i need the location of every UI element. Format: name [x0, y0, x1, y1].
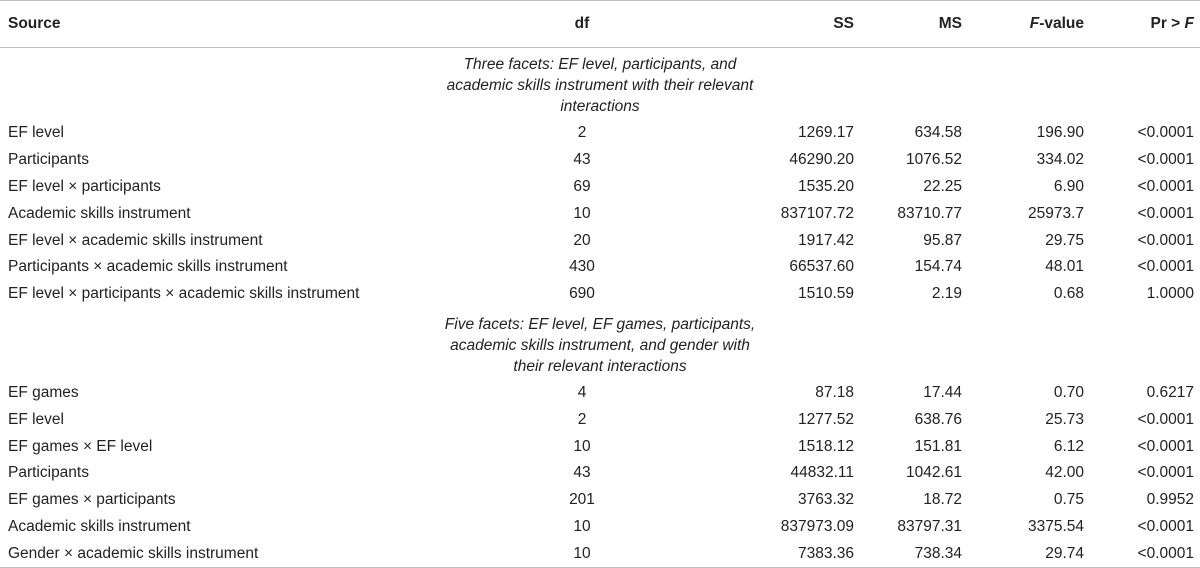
cell-ms: 2.19: [931, 285, 962, 303]
section-title: Five facets: EF level, EF games, participants, academic skills instrument, and gender with their relevant interactions: [444, 315, 756, 375]
cell-source: EF level × participants × academic skills instrument: [8, 285, 360, 303]
table-body: [0, 48, 1200, 568]
header-pr-italic: F: [1184, 15, 1194, 32]
cell-ss: 1518.12: [797, 437, 854, 455]
table-row: [0, 174, 1200, 201]
cell-f-value: 29.74: [968, 540, 1090, 567]
cell-ms: 738.34: [860, 540, 968, 567]
table-row: [0, 200, 1200, 227]
cell-df: 20: [573, 231, 591, 249]
cell-p-value: 1.0000: [1146, 285, 1194, 303]
header-df: df: [412, 1, 752, 48]
cell-df: 4: [577, 383, 587, 401]
cell-df: 2: [577, 410, 587, 428]
cell-p-value: 0.9952: [1146, 491, 1194, 509]
section-header-cell: [0, 48, 1200, 121]
cell-ss: 66537.60: [789, 258, 854, 276]
header-ms: MS: [860, 1, 968, 48]
cell-ms: 95.87: [923, 231, 962, 249]
cell-ss: 7383.36: [752, 540, 860, 567]
cell-source: EF games: [8, 383, 79, 401]
cell-ss: 87.18: [815, 383, 854, 401]
cell-df: 10: [573, 204, 591, 222]
header-f-italic: F: [1029, 15, 1040, 32]
cell-ss: 46290.20: [789, 151, 854, 169]
cell-f-value: 0.70: [1053, 383, 1084, 401]
cell-df: 43: [573, 151, 591, 169]
table-row: [0, 147, 1200, 174]
header-row: [0, 1, 1200, 48]
cell-p-value: <0.0001: [1137, 177, 1194, 195]
section-header-row: [0, 48, 1200, 121]
cell-p-value: <0.0001: [1137, 437, 1194, 455]
cell-f-value: 0.75: [1053, 491, 1084, 509]
cell-df: 69: [573, 177, 591, 195]
cell-f-value: 334.02: [1036, 151, 1084, 169]
cell-f-value: 196.90: [1036, 124, 1084, 142]
table-row: [0, 487, 1200, 514]
table-row: [0, 254, 1200, 281]
table-row: [0, 281, 1200, 308]
header-f-rest: -value: [1039, 15, 1084, 32]
cell-p-value: <0.0001: [1137, 204, 1194, 222]
cell-f-value: 0.68: [1053, 285, 1084, 303]
table-row: [0, 406, 1200, 433]
table-header: [0, 1, 1200, 48]
cell-p-value: 0.6217: [1146, 383, 1194, 401]
cell-ss: 44832.11: [790, 464, 854, 482]
cell-ss: 837973.09: [780, 517, 854, 535]
section-header-cell: [0, 308, 1200, 380]
cell-ms: 17.44: [923, 383, 962, 401]
cell-f-value: 6.90: [1053, 177, 1084, 195]
cell-df: 10: [573, 437, 591, 455]
cell-source: EF level: [8, 124, 64, 142]
cell-source: EF level: [8, 410, 64, 428]
cell-p-value: <0.0001: [1137, 258, 1194, 276]
cell-source: EF games × EF level: [8, 437, 153, 455]
cell-ss: 837107.72: [780, 204, 854, 222]
header-source: Source: [0, 1, 412, 48]
cell-ms: 1076.52: [905, 151, 962, 169]
cell-p-value: <0.0001: [1137, 517, 1194, 535]
header-pr-f: [1090, 1, 1200, 48]
cell-ms: 154.74: [914, 258, 962, 276]
cell-ms: 18.72: [923, 491, 962, 509]
cell-p-value: <0.0001: [1137, 231, 1194, 249]
cell-f-value: 6.12: [1053, 437, 1084, 455]
cell-ss: 1535.20: [797, 177, 854, 195]
table-row: [0, 227, 1200, 254]
cell-df: 690: [569, 285, 595, 303]
cell-source: Participants: [8, 151, 89, 169]
cell-source: Academic skills instrument: [8, 517, 191, 535]
cell-ms: 151.81: [914, 437, 962, 455]
cell-df: 2: [577, 124, 587, 142]
cell-ss: 1510.59: [797, 285, 854, 303]
cell-source: Academic skills instrument: [8, 204, 191, 222]
table-row: [0, 433, 1200, 460]
cell-df: 43: [573, 464, 591, 482]
cell-ms: 634.58: [914, 124, 962, 142]
cell-df: 10: [412, 540, 752, 567]
table-row: [0, 540, 1200, 567]
cell-ss: 1269.17: [797, 124, 854, 142]
cell-f-value: 25.73: [1045, 410, 1084, 428]
cell-f-value: 42.00: [1045, 464, 1084, 482]
section-title: Three facets: EF level, participants, and academic skills instrument with their relevant interactions: [446, 56, 754, 115]
cell-source: EF games × participants: [8, 491, 176, 509]
cell-ms: 638.76: [914, 410, 962, 428]
cell-ms: 1042.61: [905, 464, 962, 482]
cell-source: Participants × academic skills instrument: [8, 258, 288, 276]
cell-ss: 1917.42: [797, 231, 854, 249]
cell-source: EF level × participants: [8, 177, 161, 195]
cell-p-value: <0.0001: [1137, 151, 1194, 169]
cell-source: Participants: [8, 464, 89, 482]
cell-p-value: <0.0001: [1137, 124, 1194, 142]
table-row: [0, 460, 1200, 487]
cell-ms: 83797.31: [897, 517, 962, 535]
cell-p-value: <0.0001: [1137, 410, 1194, 428]
table-row: [0, 514, 1200, 541]
cell-source: Gender × academic skills instrument: [0, 540, 412, 567]
cell-p-value: <0.0001: [1137, 464, 1194, 482]
cell-ms: 22.25: [923, 177, 962, 195]
cell-f-value: 48.01: [1045, 258, 1084, 276]
cell-ss: 1277.52: [797, 410, 854, 428]
cell-ms: 83710.77: [897, 204, 962, 222]
cell-df: 10: [573, 517, 591, 535]
header-f-value: [968, 1, 1090, 48]
cell-f-value: 29.75: [1045, 231, 1084, 249]
header-pr-prefix: Pr >: [1150, 15, 1185, 32]
cell-p-value: <0.0001: [1090, 540, 1200, 567]
cell-f-value: 25973.7: [1027, 204, 1084, 222]
header-ss: SS: [752, 1, 860, 48]
table-row: [0, 380, 1200, 407]
cell-f-value: 3375.54: [1027, 517, 1084, 535]
cell-source: EF level × academic skills instrument: [8, 231, 263, 249]
section-header-row: [0, 308, 1200, 380]
cell-ss: 3763.32: [797, 491, 854, 509]
cell-df: 201: [569, 491, 595, 509]
table-row: [0, 120, 1200, 147]
cell-df: 430: [569, 258, 595, 276]
